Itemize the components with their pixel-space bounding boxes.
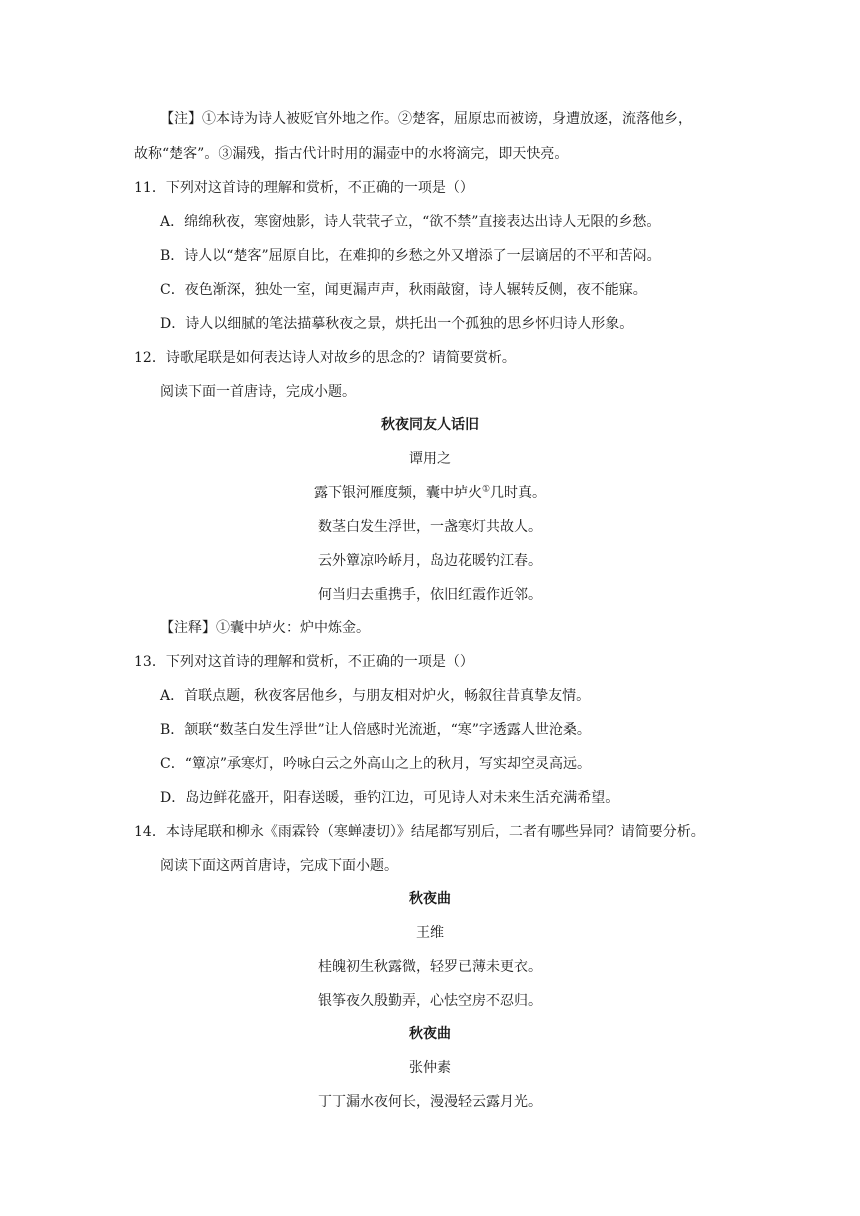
poem-title: 秋夜曲 [409,1026,451,1042]
reading-instruction-2: 阅读下面这两首唐诗，完成下面小题。 [160,858,398,874]
question-13-option-d: D．岛边鲜花盛开，阳春送暖，垂钓江边，可见诗人对未来生活充满希望。 [160,790,620,806]
poem-line-1 [0,483,860,503]
question-11-option-d: D．诗人以细腻的笔法描摹秋夜之景，烘托出一个孤独的思乡怀归诗人形象。 [160,316,634,332]
poem-line-1: 桂魄初生秋露微，轻罗已薄未更衣。 [318,959,542,975]
poem-author: 王维 [416,925,444,941]
poem-line-4: 何当归去重携手，依旧红霞作近邻。 [318,587,542,603]
reading-instruction-1: 阅读下面一首唐诗，完成小题。 [160,384,356,400]
poem-line-2: 银筝夜久殷勤弄，心怯空房不忍归。 [318,993,542,1009]
question-11-option-a: A．绵绵秋夜，寒窗烛影，诗人茕茕孑立，“欲不禁”直接表达出诗人无限的乡愁。 [160,214,661,230]
question-13-option-b: B．颔联“数茎白发生浮世”让人倍感时光流逝，“寒”字透露人世沧桑。 [160,722,591,738]
poem-title: 秋夜曲 [409,891,451,907]
poem-line-3: 云外簟凉吟峤月，岛边花暖钓江春。 [318,553,542,569]
question-13-stem: 13．下列对这首诗的理解和赏析，不正确的一项是（） [134,654,474,670]
poem-line-1-part-a: 露下银河雁度频，囊中垆火 [313,485,482,501]
question-11-stem: 11．下列对这首诗的理解和赏析，不正确的一项是（） [134,180,474,196]
poem-author: 张仲素 [409,1060,451,1076]
note-paragraph-line2: 故称“楚客”。③漏残，指古代计时用的漏壶中的水将滴完，即天快亮。 [134,146,569,162]
question-13-option-a: A．首联点题，秋夜客居他乡，与朋友相对炉火，畅叙往昔真挚友情。 [160,688,591,704]
poem-author: 谭用之 [409,451,451,467]
question-11-option-b: B．诗人以“楚客”屈原自比，在难抑的乡愁之外又增添了一层谪居的不平和苦闷。 [160,248,661,264]
poem-line-1: 丁丁漏水夜何长，漫漫轻云露月光。 [318,1094,542,1110]
question-13-option-c: C．“簟凉”承寒灯，吟咏白云之外高山之上的秋月，写实却空灵高远。 [160,756,592,772]
question-11-option-c: C．夜色渐深，独处一室，闻更漏声声，秋雨敲窗，诗人辗转反侧，夜不能寐。 [160,282,647,298]
question-14-stem: 14．本诗尾联和柳永《雨霖铃（寒蝉凄切）》结尾都写别后，二者有哪些异同？请简要分析。 [134,824,705,840]
poem-line-2: 数茎白发生浮世，一盏寒灯共故人。 [318,519,542,535]
poem-title: 秋夜同友人话旧 [381,417,479,433]
note-paragraph-line1: 【注】①本诗为诗人被贬官外地之作。②楚客，屈原忠而被谤，身遭放逐，流落他乡， [160,111,692,127]
footnote-marker: ① [481,484,491,495]
poem-annotation: 【注释】①囊中垆火：炉中炼金。 [160,620,370,636]
poem-line-1-part-b: 几时真。 [490,485,547,501]
question-12-stem: 12．诗歌尾联是如何表达诗人对故乡的思念的？请简要赏析。 [134,350,516,366]
